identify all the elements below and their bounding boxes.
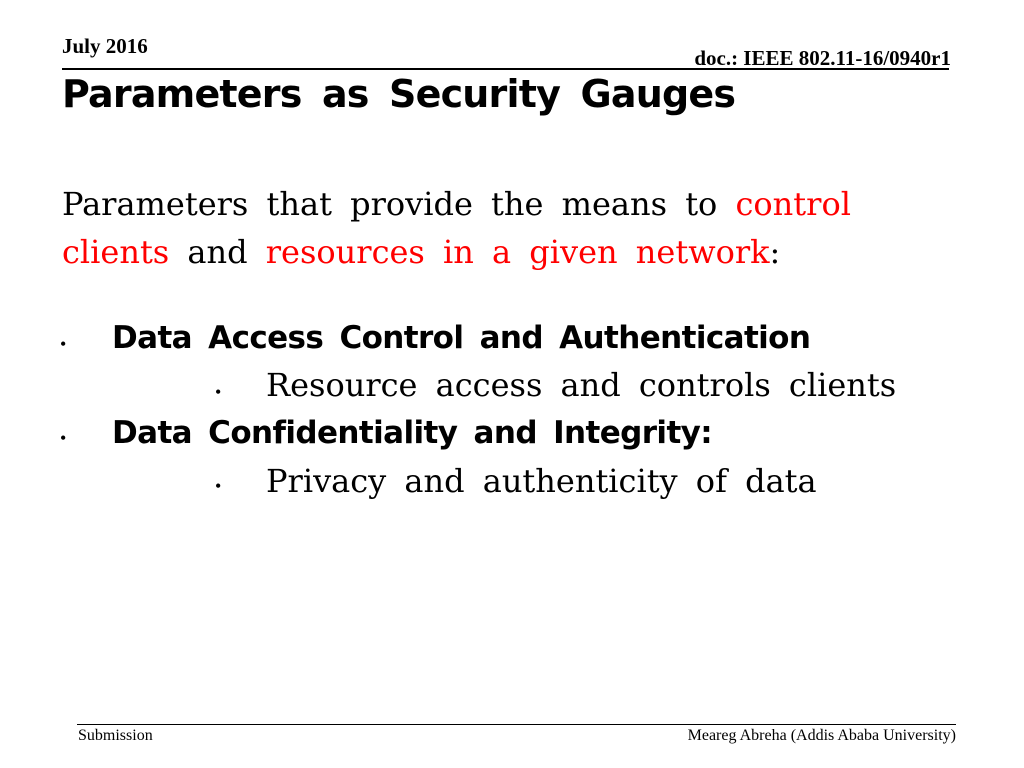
sub-bullet-marker: • — [215, 382, 222, 402]
slide-title: Parameters as Security Gauges — [62, 72, 736, 116]
bullet-marker: • — [60, 334, 67, 354]
intro-mid: and — [169, 233, 266, 271]
intro-paragraph — [62, 180, 942, 276]
sub-bullet-resource-access: Resource access and controls clients — [266, 366, 897, 404]
intro-highlight-resources: resources in a given network — [265, 233, 770, 271]
footer-divider — [77, 724, 956, 725]
footer-submission: Submission — [78, 727, 153, 744]
bullet-data-access-control: Data Access Control and Authentication — [112, 320, 811, 356]
bullet-data-confidentiality: Data Confidentiality and Integrity: — [112, 415, 713, 451]
footer-author: Meareg Abreha (Addis Ababa University) — [687, 727, 956, 744]
intro-end: : — [769, 233, 781, 271]
intro-lead: Parameters that provide the means to — [62, 185, 736, 223]
header-date: July 2016 — [62, 34, 148, 58]
sub-bullet-marker: • — [215, 476, 222, 496]
header-divider — [62, 68, 949, 70]
intro-highlight-control-clients: control clients — [62, 185, 851, 271]
header-doc-id: doc.: IEEE 802.11-16/0940r1 — [694, 46, 951, 70]
sub-bullet-privacy: Privacy and authenticity of data — [266, 462, 817, 500]
bullet-marker: • — [60, 428, 67, 448]
